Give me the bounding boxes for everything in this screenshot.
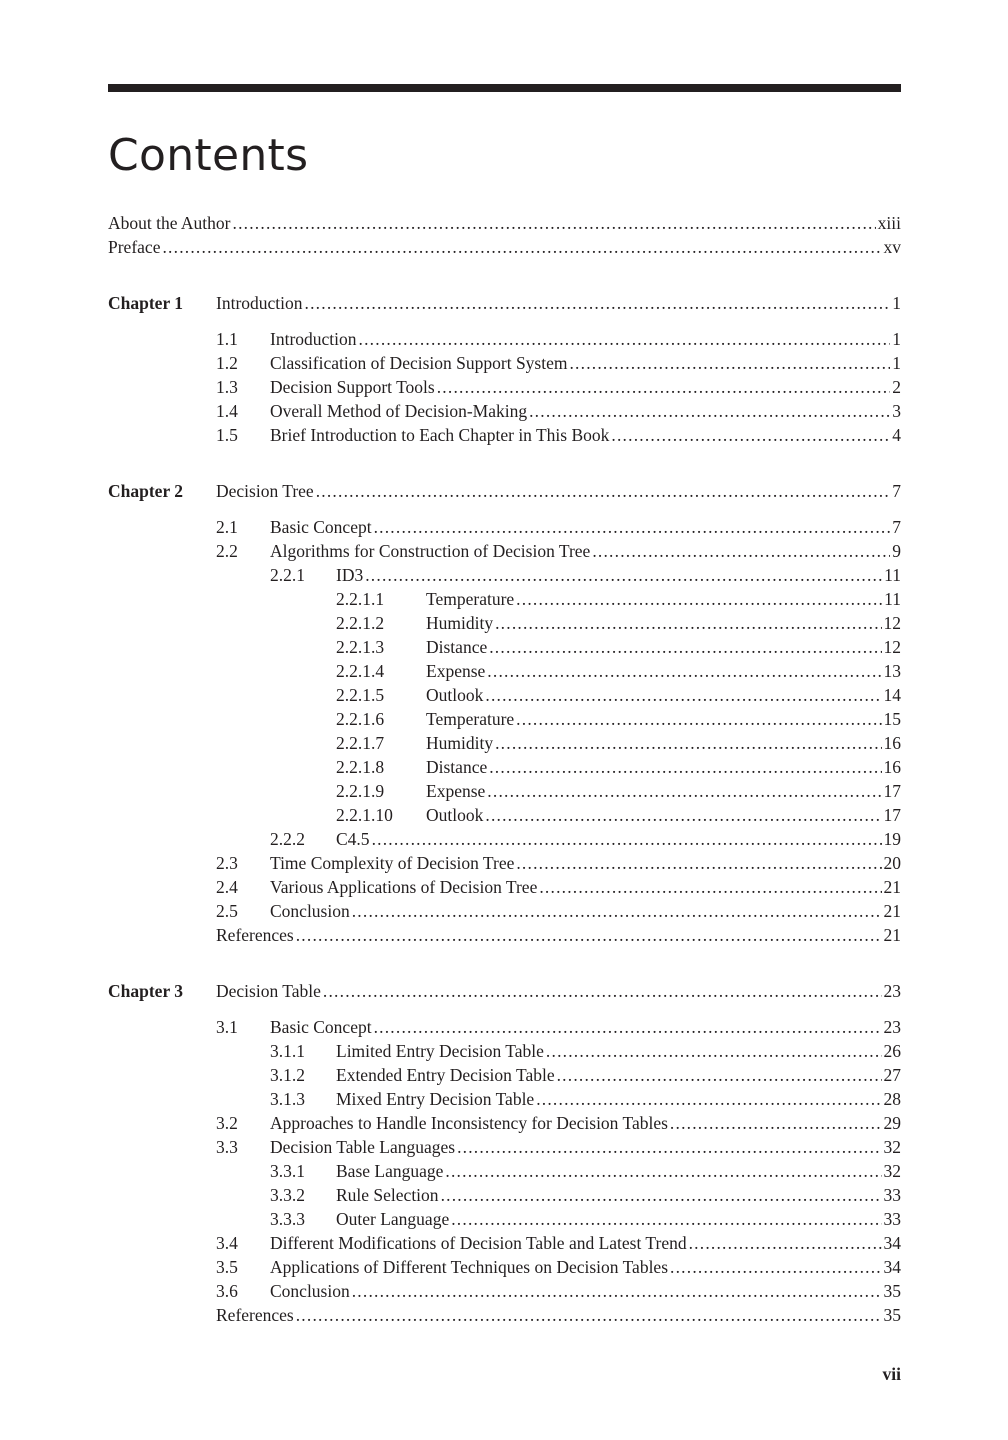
- toc-entry[interactable]: [426, 731, 901, 755]
- section-row: [108, 635, 901, 659]
- entry-page-number: xv: [883, 237, 901, 257]
- toc-entry[interactable]: [270, 539, 901, 563]
- spacer: [108, 447, 901, 479]
- dot-leader: [296, 923, 882, 947]
- section-number: 2.4: [216, 877, 238, 897]
- dot-leader: [670, 1111, 882, 1135]
- section-number: 2.2.1.6: [336, 709, 385, 729]
- section-row: [108, 779, 901, 803]
- entry-title: Humidity: [426, 613, 494, 633]
- toc-entry[interactable]: [270, 399, 901, 423]
- toc-entry[interactable]: [216, 479, 901, 503]
- entry-title: Conclusion: [270, 1281, 350, 1301]
- section-number: 2.2: [216, 541, 238, 561]
- front-matter-row: [108, 235, 901, 259]
- section-number: 1.1: [216, 329, 238, 349]
- section-number: 3.3: [216, 1137, 238, 1157]
- section-number: 2.3: [216, 853, 238, 873]
- dot-leader: [487, 659, 881, 683]
- entry-page-number: 34: [883, 1257, 901, 1277]
- section-row: [108, 755, 901, 779]
- dot-leader: [374, 1015, 882, 1039]
- toc-entry[interactable]: [270, 375, 901, 399]
- entry-page-number: 23: [883, 1017, 901, 1037]
- entry-page-number: 28: [883, 1089, 901, 1109]
- toc-entry[interactable]: [336, 1207, 901, 1231]
- entry-title: Overall Method of Decision-Making: [270, 401, 528, 421]
- entry-title: Expense: [426, 661, 486, 681]
- chapter-page-number: 7: [892, 481, 901, 501]
- entry-page-number: 16: [883, 733, 901, 753]
- toc-entry[interactable]: [336, 563, 901, 587]
- dot-leader: [359, 327, 891, 351]
- toc-entry[interactable]: [426, 587, 901, 611]
- dot-leader: [305, 291, 891, 315]
- chapter-label: Chapter 3: [108, 981, 184, 1001]
- entry-page-number: 32: [883, 1137, 901, 1157]
- toc-entry[interactable]: [270, 351, 901, 375]
- section-number: 3.1.2: [270, 1065, 305, 1085]
- section-number: 2.2.1.10: [336, 805, 393, 825]
- entry-title: References: [216, 925, 294, 945]
- entry-page-number: 12: [883, 613, 901, 633]
- dot-leader: [372, 827, 882, 851]
- toc-entry[interactable]: [108, 211, 901, 235]
- entry-page-number: 21: [883, 901, 901, 921]
- section-number: 2.2.1.2: [336, 613, 385, 633]
- entry-title: Distance: [426, 637, 488, 657]
- dot-leader: [487, 779, 881, 803]
- section-number: 3.6: [216, 1281, 238, 1301]
- toc-entry[interactable]: [426, 803, 901, 827]
- entry-page-number: 3: [892, 401, 901, 421]
- entry-page-number: 13: [883, 661, 901, 681]
- entry-title: Brief Introduction to Each Chapter in This Book: [270, 425, 610, 445]
- section-number: 3.4: [216, 1233, 238, 1253]
- dot-leader: [296, 1303, 882, 1327]
- entry-title: Decision Support Tools: [270, 377, 435, 397]
- chapter-title: Introduction: [216, 293, 303, 313]
- toc-entry[interactable]: [426, 755, 901, 779]
- chapter-page-number: 23: [883, 981, 901, 1001]
- dot-leader: [489, 755, 881, 779]
- toc-entry[interactable]: [426, 707, 901, 731]
- entry-page-number: 32: [883, 1161, 901, 1181]
- entry-page-number: 21: [883, 877, 901, 897]
- dot-leader: [516, 851, 881, 875]
- entry-title: Decision Table Languages: [270, 1137, 456, 1157]
- dot-leader: [437, 375, 891, 399]
- entry-page-number: 1: [892, 353, 901, 373]
- section-row: [108, 1015, 901, 1039]
- toc-entry[interactable]: [270, 1111, 901, 1135]
- entry-title: Mixed Entry Decision Table: [336, 1089, 535, 1109]
- page-number: vii: [882, 1364, 901, 1384]
- toc-entry[interactable]: [426, 659, 901, 683]
- entry-page-number: 2: [892, 377, 901, 397]
- entry-title: Preface: [108, 237, 161, 257]
- entry-page-number: 4: [892, 425, 901, 445]
- section-number: 3.3.2: [270, 1185, 305, 1205]
- section-row: [108, 1303, 901, 1327]
- entry-title: ID3: [336, 565, 364, 585]
- section-number: 2.2.1.4: [336, 661, 385, 681]
- section-row: [108, 351, 901, 375]
- section-row: [108, 827, 901, 851]
- toc-entry[interactable]: [426, 683, 901, 707]
- section-number: 1.3: [216, 377, 238, 397]
- toc-entry[interactable]: [270, 851, 901, 875]
- toc-entry[interactable]: [216, 923, 901, 947]
- section-row: [108, 659, 901, 683]
- chapter-row: [108, 291, 901, 315]
- entry-page-number: 9: [892, 541, 901, 561]
- section-number: 3.1.1: [270, 1041, 305, 1061]
- dot-leader: [495, 611, 881, 635]
- spacer: [108, 315, 901, 327]
- section-number: 1.5: [216, 425, 238, 445]
- toc-entry[interactable]: [336, 1087, 901, 1111]
- entry-page-number: 19: [883, 829, 901, 849]
- section-row: [108, 587, 901, 611]
- dot-leader: [374, 515, 891, 539]
- section-row: [108, 899, 901, 923]
- dot-leader: [485, 803, 881, 827]
- spacer: [108, 259, 901, 291]
- entry-title: Extended Entry Decision Table: [336, 1065, 555, 1085]
- entry-title: Different Modifications of Decision Table and Latest Trend: [270, 1233, 687, 1253]
- dot-leader: [441, 1183, 882, 1207]
- toc-entry[interactable]: [270, 327, 901, 351]
- toc-entry[interactable]: [270, 1015, 901, 1039]
- entry-page-number: xiii: [877, 213, 901, 233]
- entry-page-number: 1: [892, 329, 901, 349]
- section-number: 2.2.1.7: [336, 733, 385, 753]
- section-row: [108, 1063, 901, 1087]
- dot-leader: [516, 707, 881, 731]
- section-number: 1.4: [216, 401, 238, 421]
- section-number: 3.1: [216, 1017, 238, 1037]
- dot-leader: [539, 875, 881, 899]
- section-row: [108, 875, 901, 899]
- toc-entry[interactable]: [270, 515, 901, 539]
- section-row: [108, 375, 901, 399]
- entry-title: Time Complexity of Decision Tree: [270, 853, 515, 873]
- entry-title: References: [216, 1305, 294, 1325]
- section-row: [108, 851, 901, 875]
- entry-title: Classification of Decision Support System: [270, 353, 568, 373]
- section-row: [108, 1207, 901, 1231]
- front-matter-row: [108, 211, 901, 235]
- entry-title: Outer Language: [336, 1209, 450, 1229]
- chapter-row: [108, 479, 901, 503]
- toc-entry[interactable]: [216, 1303, 901, 1327]
- section-row: [108, 1279, 901, 1303]
- entry-page-number: 11: [884, 589, 901, 609]
- section-row: [108, 399, 901, 423]
- entry-title: About the Author: [108, 213, 231, 233]
- toc-entry[interactable]: [336, 1063, 901, 1087]
- section-number: 2.2.1.1: [336, 589, 385, 609]
- chapter-label: Chapter 2: [108, 481, 184, 501]
- entry-page-number: 26: [883, 1041, 901, 1061]
- chapter-page-number: 1: [892, 293, 901, 313]
- dot-leader: [689, 1231, 882, 1255]
- toc-entry[interactable]: [270, 875, 901, 899]
- dot-leader: [546, 1039, 882, 1063]
- section-row: [108, 1183, 901, 1207]
- section-number: 2.2.1.8: [336, 757, 385, 777]
- section-row: [108, 1231, 901, 1255]
- chapter-title: Decision Table: [216, 981, 321, 1001]
- entry-page-number: 17: [883, 781, 901, 801]
- entry-title: Humidity: [426, 733, 494, 753]
- entry-page-number: 33: [883, 1185, 901, 1205]
- dot-leader: [529, 399, 890, 423]
- toc-entry[interactable]: [270, 1135, 901, 1159]
- section-row: [108, 923, 901, 947]
- entry-page-number: 11: [884, 565, 901, 585]
- section-row: [108, 1159, 901, 1183]
- section-number: 2.5: [216, 901, 238, 921]
- entry-page-number: 15: [883, 709, 901, 729]
- toc-entry[interactable]: [336, 1039, 901, 1063]
- entry-page-number: 21: [883, 925, 901, 945]
- table-of-contents: [108, 211, 901, 1327]
- section-number: 3.3.1: [270, 1161, 305, 1181]
- entry-page-number: 27: [883, 1065, 901, 1085]
- dot-leader: [592, 539, 890, 563]
- toc-entry[interactable]: [270, 899, 901, 923]
- section-number: 2.2.1.3: [336, 637, 385, 657]
- toc-entry[interactable]: [270, 423, 901, 447]
- section-row: [108, 423, 901, 447]
- section-row: [108, 1039, 901, 1063]
- section-row: [108, 1135, 901, 1159]
- spacer: [108, 503, 901, 515]
- entry-title: Base Language: [336, 1161, 444, 1181]
- section-number: 3.2: [216, 1113, 238, 1133]
- toc-entry[interactable]: [270, 1279, 901, 1303]
- dot-leader: [670, 1255, 881, 1279]
- section-number: 1.2: [216, 353, 238, 373]
- entry-title: Basic Concept: [270, 1017, 372, 1037]
- toc-entry[interactable]: [270, 1231, 901, 1255]
- entry-page-number: 17: [883, 805, 901, 825]
- entry-page-number: 12: [883, 637, 901, 657]
- entry-title: Introduction: [270, 329, 357, 349]
- dot-leader: [352, 899, 882, 923]
- entry-page-number: 35: [883, 1281, 901, 1301]
- entry-title: Approaches to Handle Inconsistency for Decision Tables: [270, 1113, 668, 1133]
- dot-leader: [489, 635, 881, 659]
- entry-title: Outlook: [426, 805, 484, 825]
- section-number: 2.2.2: [270, 829, 305, 849]
- chapter-label: Chapter 1: [108, 293, 184, 313]
- dot-leader: [611, 423, 890, 447]
- entry-title: Distance: [426, 757, 488, 777]
- section-number: 2.2.1.9: [336, 781, 385, 801]
- toc-entry[interactable]: [426, 779, 901, 803]
- section-number: 2.2.1: [270, 565, 305, 585]
- dot-leader: [352, 1279, 882, 1303]
- dot-leader: [457, 1135, 881, 1159]
- section-row: [108, 1255, 901, 1279]
- dot-leader: [445, 1159, 881, 1183]
- dot-leader: [323, 979, 882, 1003]
- spacer: [108, 947, 901, 979]
- toc-entry[interactable]: [108, 235, 901, 259]
- toc-entry[interactable]: [426, 635, 901, 659]
- entry-title: Conclusion: [270, 901, 350, 921]
- entry-title: Outlook: [426, 685, 484, 705]
- entry-title: Limited Entry Decision Table: [336, 1041, 544, 1061]
- entry-title: Basic Concept: [270, 517, 372, 537]
- entry-page-number: 35: [883, 1305, 901, 1325]
- entry-page-number: 34: [883, 1233, 901, 1253]
- entry-page-number: 14: [883, 685, 901, 705]
- dot-leader: [451, 1207, 881, 1231]
- entry-title: Temperature: [426, 709, 515, 729]
- section-number: 3.3.3: [270, 1209, 305, 1229]
- dot-leader: [316, 479, 891, 503]
- toc-entry[interactable]: [270, 1255, 901, 1279]
- section-row: [108, 327, 901, 351]
- toc-entry[interactable]: [336, 827, 901, 851]
- entry-title: C4.5: [336, 829, 370, 849]
- top-rule: [108, 84, 901, 92]
- chapter-title: Decision Tree: [216, 481, 314, 501]
- section-row: [108, 515, 901, 539]
- section-row: [108, 539, 901, 563]
- toc-entry[interactable]: [336, 1159, 901, 1183]
- entry-page-number: 16: [883, 757, 901, 777]
- entry-title: Temperature: [426, 589, 515, 609]
- toc-entry[interactable]: [426, 611, 901, 635]
- page-title: Contents: [108, 130, 309, 181]
- entry-title: Applications of Different Techniques on Decision Tables: [270, 1257, 669, 1277]
- toc-entry[interactable]: [216, 979, 901, 1003]
- chapter-row: [108, 979, 901, 1003]
- spacer: [108, 1003, 901, 1015]
- dot-leader: [485, 683, 881, 707]
- section-number: 3.5: [216, 1257, 238, 1277]
- dot-leader: [365, 563, 882, 587]
- dot-leader: [495, 731, 881, 755]
- section-number: 3.1.3: [270, 1089, 305, 1109]
- section-row: [108, 683, 901, 707]
- section-row: [108, 803, 901, 827]
- section-row: [108, 1111, 901, 1135]
- entry-page-number: 33: [883, 1209, 901, 1229]
- entry-page-number: 29: [883, 1113, 901, 1133]
- section-row: [108, 1087, 901, 1111]
- section-row: [108, 563, 901, 587]
- entry-page-number: 7: [892, 517, 901, 537]
- dot-leader: [162, 235, 881, 259]
- toc-entry[interactable]: [336, 1183, 901, 1207]
- entry-page-number: 20: [883, 853, 901, 873]
- entry-title: Various Applications of Decision Tree: [270, 877, 538, 897]
- entry-title: Rule Selection: [336, 1185, 439, 1205]
- dot-leader: [569, 351, 890, 375]
- dot-leader: [536, 1087, 881, 1111]
- section-row: [108, 611, 901, 635]
- dot-leader: [557, 1063, 882, 1087]
- toc-entry[interactable]: [216, 291, 901, 315]
- dot-leader: [516, 587, 882, 611]
- entry-title: Expense: [426, 781, 486, 801]
- section-number: 2.1: [216, 517, 238, 537]
- entry-title: Algorithms for Construction of Decision Tree: [270, 541, 591, 561]
- section-row: [108, 707, 901, 731]
- dot-leader: [233, 211, 876, 235]
- section-row: [108, 731, 901, 755]
- section-number: 2.2.1.5: [336, 685, 385, 705]
